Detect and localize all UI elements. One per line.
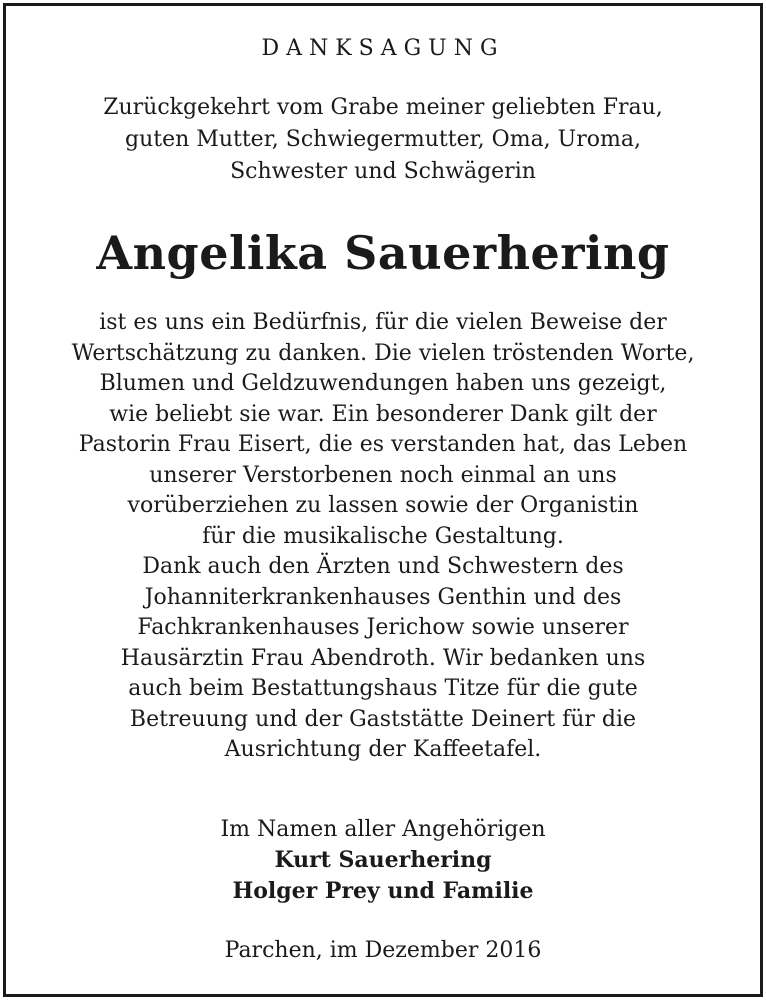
signoff: [6, 814, 760, 907]
body-line: ist es uns ein Bedürfnis, für die vielen Beweise der: [99, 310, 667, 335]
body-line: unserer Verstorbenen noch einmal an uns: [149, 462, 617, 488]
signer-name: Kurt Sauerhering: [274, 847, 492, 873]
intro-line: Schwester und Schwägerin: [230, 159, 536, 184]
deceased-name: Angelika Sauerhering: [96, 226, 670, 280]
body-line: Wertschätzung zu danken. Die vielen tröstenden Worte,: [71, 340, 695, 366]
body-line: vorüberziehen zu lassen sowie der Organistin: [127, 493, 639, 518]
body-line: Johanniterkrankenhauses Genthin und des: [144, 584, 622, 610]
body-line: Dank auch den Ärzten und Schwestern des: [142, 554, 624, 579]
death-notice: [3, 3, 763, 997]
body-line: Betreuung und der Gaststätte Deinert für die: [129, 706, 637, 732]
body-line: Hausärztin Frau Abendroth. Wir bedanken uns: [120, 645, 646, 671]
body-line: Ausrichtung der Kaffeetafel.: [224, 737, 542, 762]
signoff-intro: Im Namen aller Angehörigen: [220, 817, 546, 842]
body-line: Fachkrankenhauses Jerichow sowie unserer: [137, 615, 629, 640]
place-date: Parchen, im Dezember 2016: [224, 938, 542, 963]
body-text: [6, 308, 760, 766]
signer-name: Holger Prey und Familie: [232, 878, 534, 904]
notice-heading: DANKSAGUNG: [261, 36, 505, 61]
intro-line: guten Mutter, Schwiegermutter, Oma, Uroma,: [125, 127, 641, 152]
intro-line: Zurückgekehrt vom Grabe meiner geliebten Frau,: [103, 95, 663, 120]
body-line: wie beliebt sie war. Ein besonderer Dank gilt der: [109, 401, 657, 427]
body-line: für die musikalische Gestaltung.: [202, 523, 564, 549]
body-line: Pastorin Frau Eisert, die es verstanden hat, das Leben: [78, 432, 688, 457]
intro-text: [6, 92, 760, 188]
body-line: auch beim Bestattungshaus Titze für die gute: [128, 676, 638, 701]
body-line: Blumen und Geldzuwendungen haben uns gezeigt,: [99, 371, 667, 396]
